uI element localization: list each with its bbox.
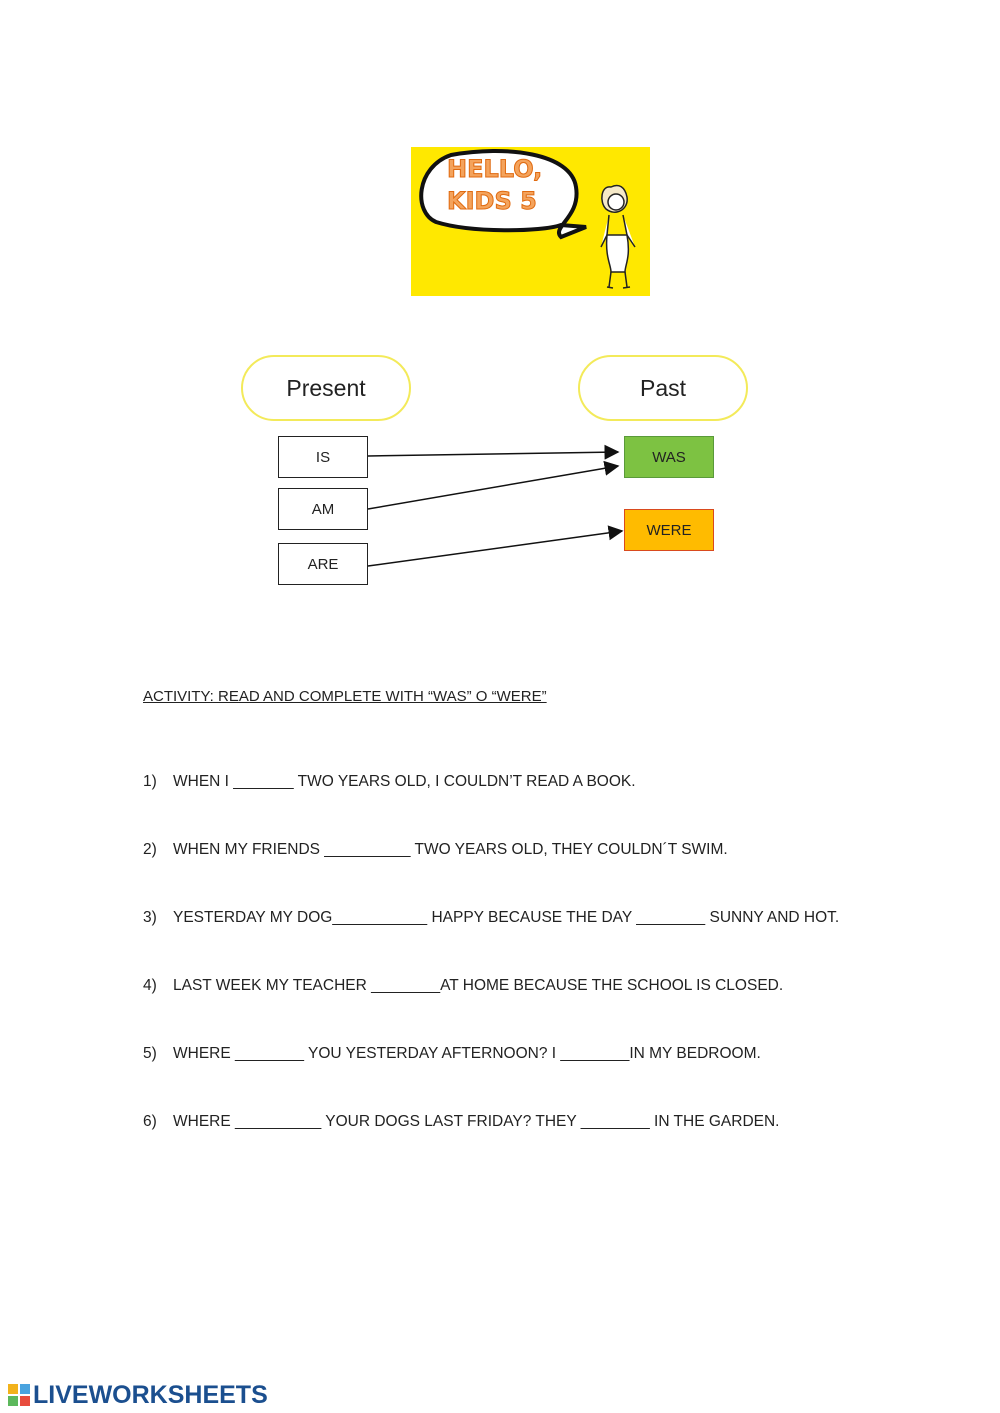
past-label: Past (578, 355, 748, 421)
liveworksheets-footer[interactable] (8, 1380, 268, 1410)
activity-title: ACTIVITY: READ AND COMPLETE WITH “WAS” O “WERE” (143, 688, 547, 705)
arrow-am-was (368, 466, 618, 509)
present-label: Present (241, 355, 411, 421)
verb-box-are: ARE (278, 543, 368, 585)
question-text: WHERE ________ YOU YESTERDAY AFTERNOON? I ________IN MY BEDROOM. (173, 1045, 761, 1062)
brand-name: LIVEWORKSHEETS (33, 1380, 268, 1409)
question-number: 6) (143, 1113, 157, 1130)
question-text: WHERE __________ YOUR DOGS LAST FRIDAY? THEY ________ IN THE GARDEN. (173, 1113, 780, 1130)
arrow-are-were (368, 531, 622, 566)
question-number: 2) (143, 841, 157, 858)
verb-box-am: AM (278, 488, 368, 530)
question-text: YESTERDAY MY DOG___________ HAPPY BECAUSE THE DAY ________ SUNNY AND HOT. (173, 909, 840, 926)
question-number: 1) (143, 773, 157, 790)
logo-line1: HELLO, (447, 155, 543, 183)
liveworksheets-logo-icon (8, 1384, 30, 1406)
question-text: WHEN I _______ TWO YEARS OLD, I COULDN’T READ A BOOK. (173, 773, 636, 790)
logo-line2: KIDS 5 (447, 187, 537, 215)
verb-box-were: WERE (624, 509, 714, 551)
question-number: 3) (143, 909, 157, 926)
verb-box-was: WAS (624, 436, 714, 478)
connection-arrows (0, 0, 1000, 620)
question-text: LAST WEEK MY TEACHER ________AT HOME BECAUSE THE SCHOOL IS CLOSED. (173, 977, 784, 994)
question-number: 4) (143, 977, 157, 994)
arrow-is-was (368, 452, 618, 456)
verb-box-is: IS (278, 436, 368, 478)
question-number: 5) (143, 1045, 157, 1062)
question-text: WHEN MY FRIENDS __________ TWO YEARS OLD, THEY COULDN´T SWIM. (173, 841, 728, 858)
